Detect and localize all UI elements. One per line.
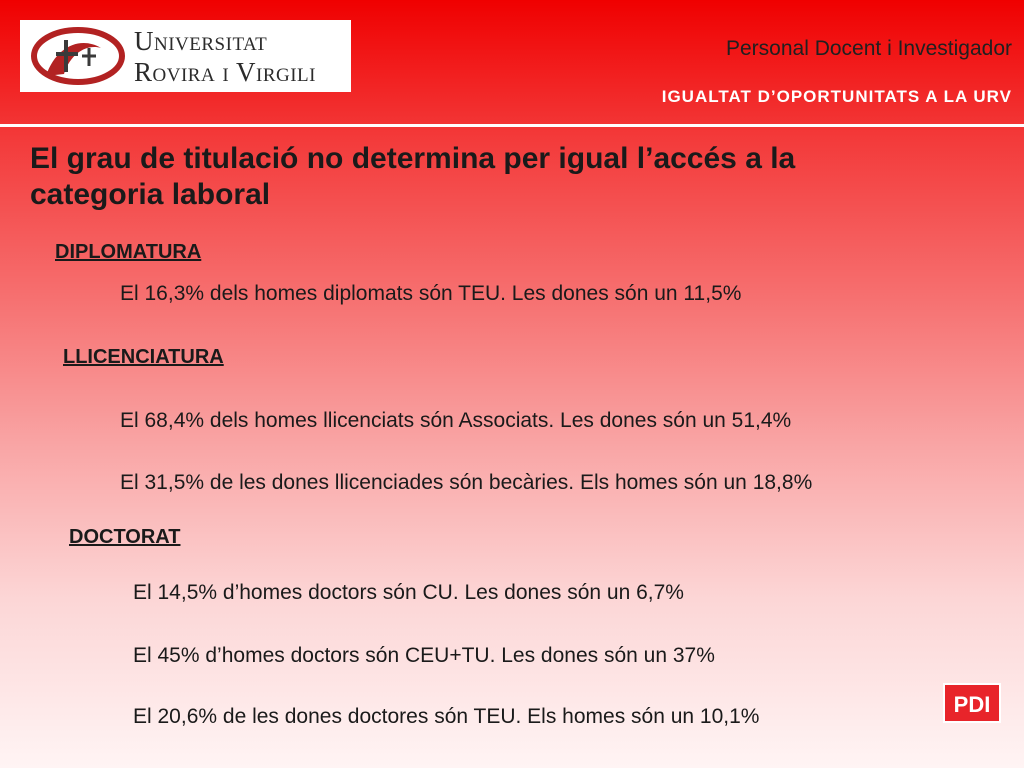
doctorat-item-3: El 20,6% de les dones doctores són TEU. Els homes són un 10,1%	[133, 705, 760, 728]
pdi-badge: PDI	[943, 683, 1001, 723]
logo-line-2: Rovira i Virgili	[134, 57, 316, 87]
llicenciatura-item-1: El 68,4% dels homes llicenciats són Associats. Les dones són un 51,4%	[120, 409, 792, 432]
doctorat-item-1: El 14,5% d’homes doctors són CU. Les dones són un 6,7%	[133, 581, 684, 604]
heading-doctorat: DOCTORAT	[69, 526, 181, 548]
heading-llicenciatura: LLICENCIATURA	[63, 346, 224, 368]
header-divider	[0, 124, 1024, 127]
logo-line-1: Universitat	[134, 26, 268, 56]
university-name	[134, 26, 349, 88]
university-logo	[20, 20, 351, 92]
urv-emblem-icon	[26, 26, 126, 86]
header-subtitle: Personal Docent i Investigador	[726, 37, 1012, 60]
llicenciatura-item-2: El 31,5% de les dones llicenciades són becàries. Els homes són un 18,8%	[120, 471, 813, 494]
diplomatura-item-1: El 16,3% dels homes diplomats són TEU. Les dones són un 11,5%	[120, 282, 742, 305]
header-section-title: IGUALTAT D’OPORTUNITATS A LA URV	[661, 87, 1012, 106]
heading-diplomatura: DIPLOMATURA	[55, 241, 202, 263]
slide-title: El grau de titulació no determina per igual l’accés a la categoria laboral	[30, 142, 796, 211]
doctorat-item-2: El 45% d’homes doctors són CEU+TU. Les dones són un 37%	[133, 644, 715, 667]
